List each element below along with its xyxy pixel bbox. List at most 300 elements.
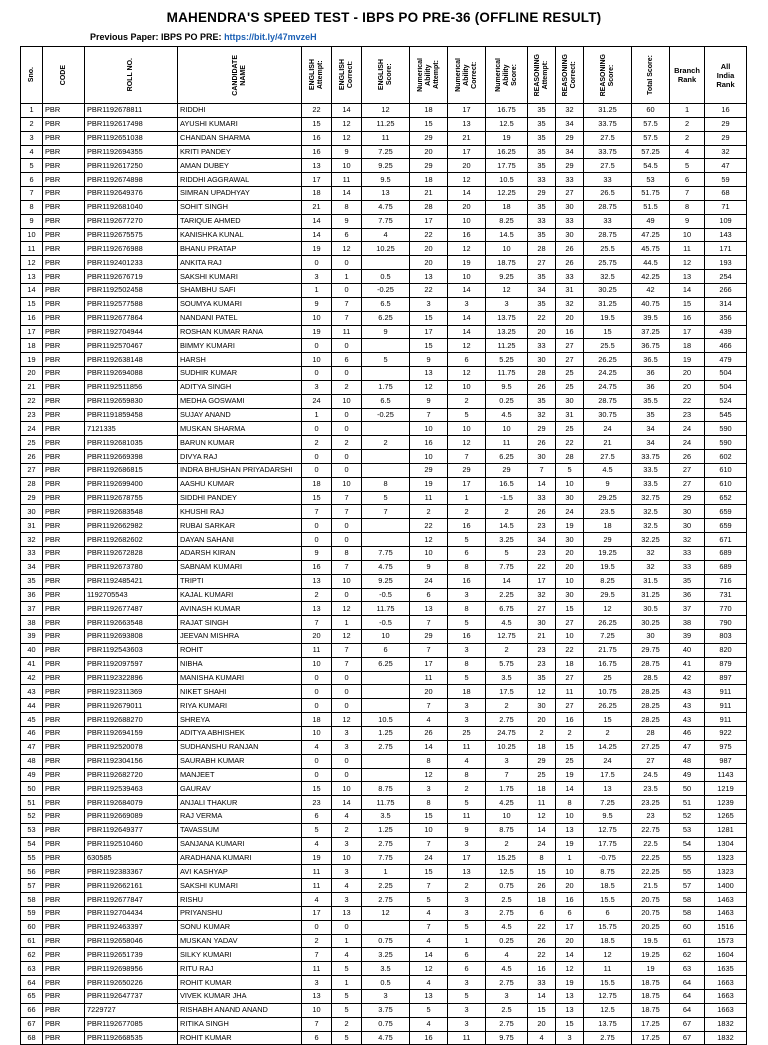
all-india-rank-cell: 1573 — [705, 934, 747, 948]
all-india-rank-cell: 590 — [705, 422, 747, 436]
english-correct-cell: 5 — [332, 990, 362, 1004]
roll-no-cell: PBR1192677487 — [85, 602, 178, 616]
reasoning-attempt-cell: 29 — [528, 754, 556, 768]
numerical-attempt-cell: 7 — [410, 408, 448, 422]
roll-no-cell: PBR1192649376 — [85, 187, 178, 201]
reasoning-score-cell: 28.75 — [584, 228, 632, 242]
numerical-score-cell: 2.25 — [486, 588, 528, 602]
reasoning-attempt-cell: 14 — [528, 990, 556, 1004]
english-score-cell: 6 — [362, 643, 410, 657]
english-correct-cell: 10 — [332, 782, 362, 796]
total-score-cell: 33.75 — [632, 450, 670, 464]
reasoning-correct-cell: 27 — [556, 671, 584, 685]
reasoning-score-cell: 33.75 — [584, 145, 632, 159]
table-row — [21, 491, 747, 505]
code-cell: PBR — [43, 1003, 85, 1017]
english-correct-cell: 7 — [332, 560, 362, 574]
numerical-score-cell: 5 — [486, 547, 528, 561]
branch-rank-cell: 7 — [670, 187, 705, 201]
numerical-attempt-cell: 10 — [410, 547, 448, 561]
branch-rank-cell: 55 — [670, 851, 705, 865]
reasoning-correct-cell: 8 — [556, 796, 584, 810]
branch-rank-cell: 38 — [670, 616, 705, 630]
table-row — [21, 699, 747, 713]
numerical-correct-cell: 5 — [448, 408, 486, 422]
branch-rank-cell: 67 — [670, 1017, 705, 1031]
code-cell: PBR — [43, 283, 85, 297]
numerical-attempt-cell: 13 — [410, 602, 448, 616]
numerical-attempt-cell: 7 — [410, 837, 448, 851]
numerical-attempt-cell: 14 — [410, 948, 448, 962]
total-score-cell: 60 — [632, 104, 670, 118]
english-attempt-cell: 2 — [302, 934, 332, 948]
english-attempt-cell: 3 — [302, 976, 332, 990]
numerical-attempt-cell: 15 — [410, 117, 448, 131]
reasoning-correct-cell: 29 — [556, 131, 584, 145]
candidate-name-cell: TAVASSUM — [178, 823, 302, 837]
branch-rank-cell: 10 — [670, 228, 705, 242]
total-score-cell: 22.25 — [632, 865, 670, 879]
code-cell: PBR — [43, 879, 85, 893]
numerical-attempt-cell: 6 — [410, 588, 448, 602]
numerical-attempt-cell: 8 — [410, 754, 448, 768]
candidate-name-cell: SAKSHI KUMARI — [178, 270, 302, 284]
sno-cell: 36 — [21, 588, 43, 602]
sno-cell: 63 — [21, 962, 43, 976]
english-attempt-cell: 4 — [302, 837, 332, 851]
numerical-correct-cell: 3 — [448, 297, 486, 311]
code-cell: PBR — [43, 657, 85, 671]
table-row — [21, 754, 747, 768]
reasoning-attempt-cell: 15 — [528, 865, 556, 879]
all-india-rank-cell: 911 — [705, 685, 747, 699]
numerical-correct-cell: 5 — [448, 796, 486, 810]
english-score-cell: 3 — [362, 990, 410, 1004]
reasoning-score-cell: 12 — [584, 602, 632, 616]
reasoning-score-cell: 26.25 — [584, 353, 632, 367]
previous-paper-link[interactable]: https://bit.ly/47mvzeH — [224, 32, 317, 42]
english-attempt-cell: 16 — [302, 145, 332, 159]
all-india-rank-cell: 1832 — [705, 1031, 747, 1045]
total-score-cell: 36 — [632, 380, 670, 394]
table-row — [21, 547, 747, 561]
candidate-name-cell: ADITYA SINGH — [178, 380, 302, 394]
numerical-correct-cell: 16 — [448, 519, 486, 533]
reasoning-correct-cell: 19 — [556, 976, 584, 990]
reasoning-attempt-cell: 35 — [528, 104, 556, 118]
roll-no-cell: PBR1192673780 — [85, 560, 178, 574]
numerical-attempt-cell: 12 — [410, 962, 448, 976]
results-table — [20, 46, 747, 1045]
numerical-correct-cell: 3 — [448, 713, 486, 727]
branch-rank-cell: 58 — [670, 893, 705, 907]
english-correct-cell: 4 — [332, 948, 362, 962]
branch-rank-cell: 64 — [670, 1003, 705, 1017]
all-india-rank-cell: 1663 — [705, 1003, 747, 1017]
sno-cell: 27 — [21, 463, 43, 477]
total-score-cell: 22.25 — [632, 851, 670, 865]
reasoning-correct-cell: 32 — [556, 297, 584, 311]
reasoning-attempt-cell: 26 — [528, 934, 556, 948]
reasoning-score-cell: 23.5 — [584, 505, 632, 519]
all-india-rank-cell: 879 — [705, 657, 747, 671]
english-attempt-cell: 0 — [302, 768, 332, 782]
col-header-reasoning-attempt: REASONING Attempt: — [528, 47, 556, 104]
numerical-attempt-cell: 20 — [410, 242, 448, 256]
table-row — [21, 713, 747, 727]
code-cell: PBR — [43, 117, 85, 131]
reasoning-attempt-cell: 32 — [528, 408, 556, 422]
english-correct-cell: 14 — [332, 796, 362, 810]
numerical-score-cell: 24.75 — [486, 726, 528, 740]
english-correct-cell: 9 — [332, 214, 362, 228]
numerical-score-cell: 0.25 — [486, 934, 528, 948]
reasoning-score-cell: 6 — [584, 906, 632, 920]
reasoning-correct-cell: 10 — [556, 630, 584, 644]
all-india-rank-cell: 1323 — [705, 851, 747, 865]
english-score-cell: 4.75 — [362, 200, 410, 214]
numerical-score-cell: 18.75 — [486, 256, 528, 270]
all-india-rank-cell: 1239 — [705, 796, 747, 810]
numerical-attempt-cell: 2 — [410, 505, 448, 519]
reasoning-score-cell: 25.5 — [584, 339, 632, 353]
branch-rank-cell: 17 — [670, 325, 705, 339]
numerical-attempt-cell: 5 — [410, 1003, 448, 1017]
numerical-attempt-cell: 17 — [410, 325, 448, 339]
numerical-score-cell: 7 — [486, 768, 528, 782]
all-india-rank-cell: 911 — [705, 713, 747, 727]
english-correct-cell: 0 — [332, 339, 362, 353]
numerical-attempt-cell: 12 — [410, 533, 448, 547]
all-india-rank-cell: 32 — [705, 145, 747, 159]
numerical-attempt-cell: 22 — [410, 283, 448, 297]
reasoning-score-cell: 33 — [584, 214, 632, 228]
numerical-score-cell: 15.25 — [486, 851, 528, 865]
numerical-attempt-cell: 29 — [410, 131, 448, 145]
branch-rank-cell: 24 — [670, 436, 705, 450]
roll-no-cell: PBR1192679011 — [85, 699, 178, 713]
english-attempt-cell: 5 — [302, 823, 332, 837]
total-score-cell: 36.5 — [632, 353, 670, 367]
table-row — [21, 560, 747, 574]
reasoning-correct-cell: 31 — [556, 283, 584, 297]
reasoning-correct-cell: 27 — [556, 699, 584, 713]
all-india-rank-cell: 1143 — [705, 768, 747, 782]
branch-rank-cell: 43 — [670, 713, 705, 727]
english-correct-cell: 8 — [332, 547, 362, 561]
numerical-score-cell: 1.75 — [486, 782, 528, 796]
total-score-cell: 32.25 — [632, 533, 670, 547]
english-score-cell: 0.75 — [362, 934, 410, 948]
numerical-correct-cell: 11 — [448, 1031, 486, 1045]
all-india-rank-cell: 68 — [705, 187, 747, 201]
all-india-rank-cell: 356 — [705, 311, 747, 325]
numerical-correct-cell: 18 — [448, 685, 486, 699]
numerical-attempt-cell: 11 — [410, 671, 448, 685]
reasoning-score-cell: 31.25 — [584, 297, 632, 311]
english-correct-cell: 2 — [332, 1017, 362, 1031]
roll-no-cell: PBR1192669398 — [85, 450, 178, 464]
col-header-english-score: ENGLISH Score: — [362, 47, 410, 104]
numerical-attempt-cell: 22 — [410, 519, 448, 533]
table-row — [21, 339, 747, 353]
english-correct-cell: 1 — [332, 934, 362, 948]
code-cell: PBR — [43, 145, 85, 159]
branch-rank-cell: 6 — [670, 173, 705, 187]
candidate-name-cell: RIDDHI — [178, 104, 302, 118]
english-attempt-cell: 7 — [302, 948, 332, 962]
english-correct-cell: 3 — [332, 726, 362, 740]
all-india-rank-cell: 504 — [705, 367, 747, 381]
all-india-rank-cell: 16 — [705, 104, 747, 118]
sno-cell: 49 — [21, 768, 43, 782]
branch-rank-cell: 15 — [670, 297, 705, 311]
all-india-rank-cell: 590 — [705, 436, 747, 450]
candidate-name-cell: DIVYA RAJ — [178, 450, 302, 464]
numerical-correct-cell: 10 — [448, 422, 486, 436]
code-cell: PBR — [43, 1017, 85, 1031]
candidate-name-cell: AVI KASHYAP — [178, 865, 302, 879]
col-header-candidate-name: CANDIDATE NAME — [178, 47, 302, 104]
branch-rank-cell: 27 — [670, 477, 705, 491]
numerical-correct-cell: 16 — [448, 574, 486, 588]
english-attempt-cell: 0 — [302, 754, 332, 768]
table-row — [21, 962, 747, 976]
sno-cell: 55 — [21, 851, 43, 865]
numerical-attempt-cell: 7 — [410, 616, 448, 630]
sno-cell: 25 — [21, 436, 43, 450]
numerical-attempt-cell: 12 — [410, 380, 448, 394]
english-correct-cell: 13 — [332, 906, 362, 920]
table-row — [21, 519, 747, 533]
candidate-name-cell: AASHU KUMAR — [178, 477, 302, 491]
english-correct-cell: 8 — [332, 200, 362, 214]
reasoning-attempt-cell: 30 — [528, 616, 556, 630]
all-india-rank-cell: 803 — [705, 630, 747, 644]
numerical-attempt-cell: 17 — [410, 657, 448, 671]
numerical-correct-cell: 3 — [448, 1003, 486, 1017]
code-cell: PBR — [43, 463, 85, 477]
col-header-numerical-correct: Numerical Ability Correct: — [448, 47, 486, 104]
branch-rank-cell: 63 — [670, 962, 705, 976]
english-score-cell — [362, 339, 410, 353]
reasoning-attempt-cell: 20 — [528, 1017, 556, 1031]
reasoning-attempt-cell: 18 — [528, 893, 556, 907]
branch-rank-cell: 60 — [670, 920, 705, 934]
reasoning-attempt-cell: 30 — [528, 353, 556, 367]
numerical-correct-cell: 3 — [448, 699, 486, 713]
numerical-correct-cell: 14 — [448, 311, 486, 325]
candidate-name-cell: SIDDHI PANDEY — [178, 491, 302, 505]
sno-cell: 37 — [21, 602, 43, 616]
english-score-cell: 8.75 — [362, 782, 410, 796]
candidate-name-cell: ANKITA RAJ — [178, 256, 302, 270]
total-score-cell: 30.25 — [632, 616, 670, 630]
reasoning-correct-cell: 33 — [556, 214, 584, 228]
all-india-rank-cell: 610 — [705, 477, 747, 491]
reasoning-correct-cell: 26 — [556, 242, 584, 256]
roll-no-cell: PBR1192678811 — [85, 104, 178, 118]
candidate-name-cell: RIDDHI AGGRAWAL — [178, 173, 302, 187]
code-cell: PBR — [43, 159, 85, 173]
reasoning-score-cell: 4.5 — [584, 463, 632, 477]
numerical-correct-cell: 8 — [448, 602, 486, 616]
reasoning-correct-cell: 31 — [556, 408, 584, 422]
english-correct-cell: 0 — [332, 920, 362, 934]
table-row — [21, 283, 747, 297]
numerical-score-cell: 2 — [486, 643, 528, 657]
english-correct-cell: 7 — [332, 491, 362, 505]
roll-no-cell: 7121335 — [85, 422, 178, 436]
english-attempt-cell: 0 — [302, 450, 332, 464]
english-attempt-cell: 6 — [302, 1031, 332, 1045]
total-score-cell: 21.5 — [632, 879, 670, 893]
numerical-attempt-cell: 24 — [410, 574, 448, 588]
col-header-code: CODE — [43, 47, 85, 104]
total-score-cell: 17.25 — [632, 1031, 670, 1045]
reasoning-correct-cell: 27 — [556, 187, 584, 201]
numerical-correct-cell: 14 — [448, 325, 486, 339]
branch-rank-cell: 48 — [670, 754, 705, 768]
table-row — [21, 823, 747, 837]
reasoning-correct-cell: 34 — [556, 145, 584, 159]
total-score-cell: 23 — [632, 810, 670, 824]
code-cell: PBR — [43, 436, 85, 450]
branch-rank-cell: 29 — [670, 491, 705, 505]
table-row — [21, 837, 747, 851]
total-score-cell: 22.5 — [632, 837, 670, 851]
reasoning-score-cell: 25.5 — [584, 242, 632, 256]
branch-rank-cell: 16 — [670, 311, 705, 325]
table-row — [21, 920, 747, 934]
numerical-correct-cell: 2 — [448, 879, 486, 893]
branch-rank-cell: 8 — [670, 200, 705, 214]
reasoning-score-cell: 28.75 — [584, 394, 632, 408]
reasoning-attempt-cell: 27 — [528, 256, 556, 270]
numerical-attempt-cell: 10 — [410, 422, 448, 436]
reasoning-attempt-cell: 32 — [528, 588, 556, 602]
numerical-attempt-cell: 14 — [410, 740, 448, 754]
code-cell: PBR — [43, 865, 85, 879]
branch-rank-cell: 30 — [670, 505, 705, 519]
reasoning-correct-cell: 17 — [556, 920, 584, 934]
table-row — [21, 574, 747, 588]
numerical-attempt-cell: 29 — [410, 630, 448, 644]
table-row — [21, 740, 747, 754]
english-score-cell — [362, 463, 410, 477]
english-correct-cell: 3 — [332, 865, 362, 879]
table-row — [21, 602, 747, 616]
sno-cell: 41 — [21, 657, 43, 671]
english-correct-cell: 5 — [332, 1003, 362, 1017]
code-cell: PBR — [43, 394, 85, 408]
all-india-rank-cell: 504 — [705, 380, 747, 394]
reasoning-correct-cell: 5 — [556, 463, 584, 477]
english-correct-cell: 12 — [332, 630, 362, 644]
english-correct-cell: 1 — [332, 976, 362, 990]
candidate-name-cell: ROHIT KUMAR — [178, 1031, 302, 1045]
numerical-attempt-cell: 18 — [410, 104, 448, 118]
english-score-cell: 6.5 — [362, 394, 410, 408]
numerical-score-cell: 2 — [486, 699, 528, 713]
code-cell: PBR — [43, 685, 85, 699]
numerical-correct-cell: 11 — [448, 810, 486, 824]
english-score-cell: 2.75 — [362, 893, 410, 907]
col-header-sno: Sno. — [21, 47, 43, 104]
reasoning-attempt-cell: 26 — [528, 436, 556, 450]
english-attempt-cell: 10 — [302, 657, 332, 671]
english-correct-cell: 12 — [332, 131, 362, 145]
reasoning-attempt-cell: 35 — [528, 228, 556, 242]
reasoning-score-cell: 26.25 — [584, 699, 632, 713]
reasoning-attempt-cell: 23 — [528, 547, 556, 561]
code-cell: PBR — [43, 602, 85, 616]
numerical-score-cell: 8.25 — [486, 214, 528, 228]
table-row — [21, 394, 747, 408]
code-cell: PBR — [43, 422, 85, 436]
roll-no-cell: PBR1192638148 — [85, 353, 178, 367]
reasoning-attempt-cell: 26 — [528, 879, 556, 893]
english-correct-cell: 7 — [332, 643, 362, 657]
english-score-cell — [362, 256, 410, 270]
reasoning-attempt-cell: 33 — [528, 339, 556, 353]
numerical-score-cell: 12.75 — [486, 630, 528, 644]
reasoning-score-cell: 25 — [584, 671, 632, 685]
table-row — [21, 588, 747, 602]
sno-cell: 11 — [21, 242, 43, 256]
english-score-cell — [362, 768, 410, 782]
all-india-rank-cell: 29 — [705, 131, 747, 145]
reasoning-score-cell: -0.75 — [584, 851, 632, 865]
sno-cell: 13 — [21, 270, 43, 284]
roll-no-cell: PBR1192704434 — [85, 906, 178, 920]
english-score-cell: 7.75 — [362, 547, 410, 561]
english-correct-cell: 10 — [332, 159, 362, 173]
reasoning-attempt-cell: 33 — [528, 491, 556, 505]
reasoning-attempt-cell: 35 — [528, 200, 556, 214]
all-india-rank-cell: 466 — [705, 339, 747, 353]
code-cell: PBR — [43, 990, 85, 1004]
numerical-score-cell: 2.75 — [486, 906, 528, 920]
roll-no-cell: PBR1192304156 — [85, 754, 178, 768]
english-attempt-cell: 22 — [302, 104, 332, 118]
all-india-rank-cell: 1304 — [705, 837, 747, 851]
table-row — [21, 408, 747, 422]
sno-cell: 2 — [21, 117, 43, 131]
numerical-attempt-cell: 10 — [410, 823, 448, 837]
candidate-name-cell: CHANDAN SHARMA — [178, 131, 302, 145]
english-attempt-cell: 19 — [302, 325, 332, 339]
candidate-name-cell: ADARSH KIRAN — [178, 547, 302, 561]
candidate-name-cell: SUDHIR KUMAR — [178, 367, 302, 381]
numerical-score-cell: 6.75 — [486, 602, 528, 616]
table-row — [21, 865, 747, 879]
reasoning-attempt-cell: 11 — [528, 796, 556, 810]
branch-rank-cell: 61 — [670, 934, 705, 948]
numerical-correct-cell: 5 — [448, 533, 486, 547]
total-score-cell: 32 — [632, 560, 670, 574]
total-score-cell: 51.5 — [632, 200, 670, 214]
branch-rank-cell: 35 — [670, 574, 705, 588]
all-india-rank-cell: 171 — [705, 242, 747, 256]
reasoning-attempt-cell: 22 — [528, 948, 556, 962]
code-cell: PBR — [43, 837, 85, 851]
numerical-attempt-cell: 3 — [410, 782, 448, 796]
table-row — [21, 270, 747, 284]
branch-rank-cell: 30 — [670, 519, 705, 533]
reasoning-score-cell: 12.75 — [584, 990, 632, 1004]
sno-cell: 44 — [21, 699, 43, 713]
